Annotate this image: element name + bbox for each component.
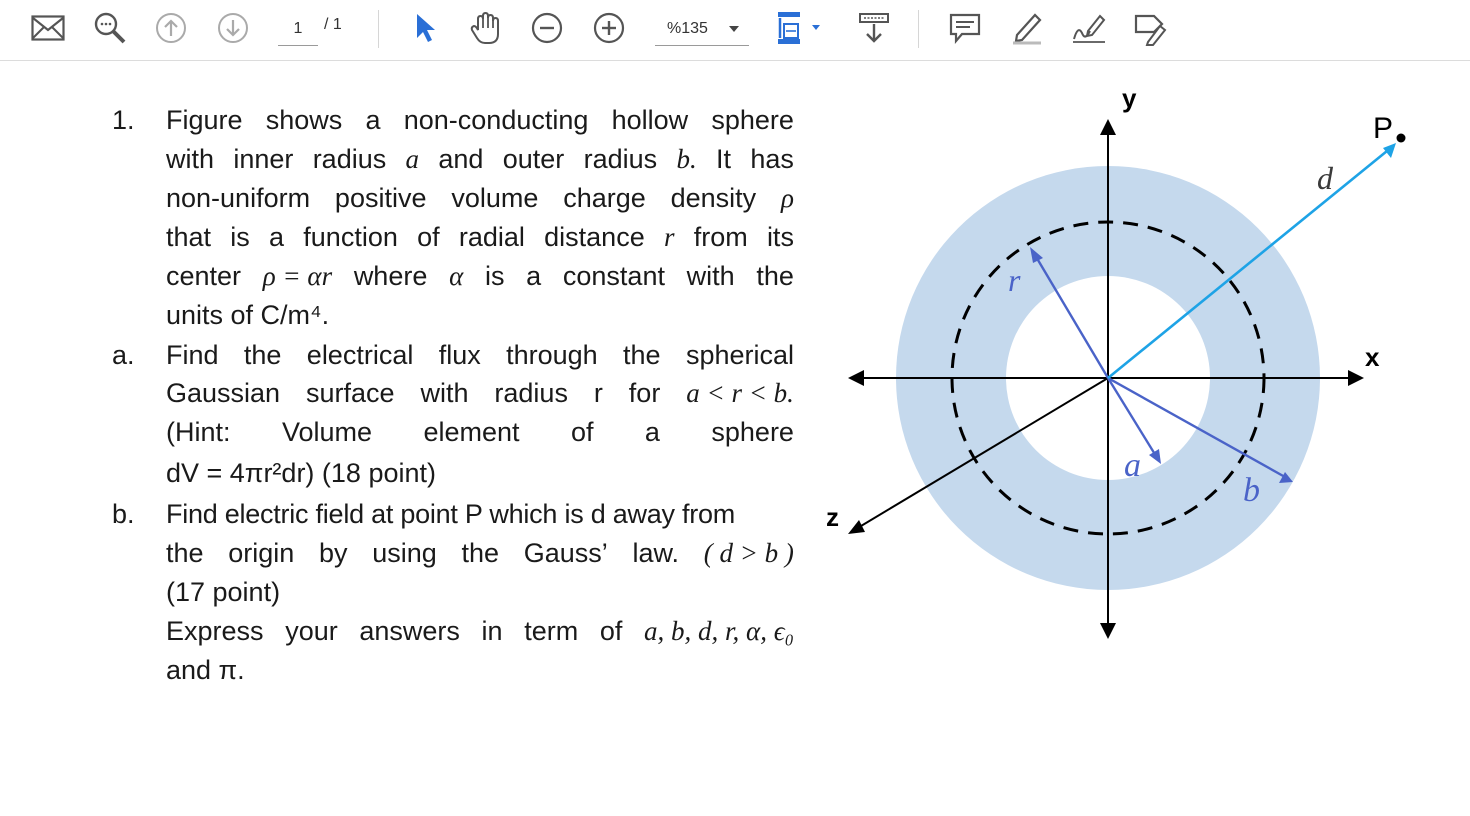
comment-icon[interactable] xyxy=(943,6,987,50)
word: radius xyxy=(583,144,658,174)
zoom-value: %135 xyxy=(667,20,708,37)
word: the xyxy=(166,538,204,568)
word: of xyxy=(599,616,623,646)
text-line xyxy=(166,375,794,411)
word: origin xyxy=(228,538,295,568)
word: density xyxy=(670,183,757,213)
text-line xyxy=(166,180,794,216)
word: Figure xyxy=(166,105,243,135)
text-line xyxy=(166,496,735,532)
z-axis-label: z xyxy=(826,502,839,532)
word: the xyxy=(756,261,794,291)
word: Find electric field at point P which is d away from xyxy=(166,499,736,529)
word: the xyxy=(623,340,661,370)
word: (Hint: xyxy=(166,417,231,447)
toolbar-divider xyxy=(378,10,379,48)
word: through xyxy=(506,340,598,370)
highlight-pen-icon[interactable] xyxy=(1005,6,1049,50)
word: answers xyxy=(359,616,460,646)
word: surface xyxy=(306,378,395,408)
word: volume xyxy=(451,183,539,213)
word: a xyxy=(269,222,285,252)
question-number: 1. xyxy=(112,105,135,135)
sphere-diagram xyxy=(826,81,1430,681)
word: of xyxy=(570,417,594,447)
zoom-out-icon[interactable] xyxy=(525,6,569,50)
hand-icon[interactable] xyxy=(464,6,508,50)
word: Volume xyxy=(281,417,373,447)
word: sphere xyxy=(711,105,794,135)
word: It xyxy=(716,144,732,174)
zoom-select[interactable] xyxy=(655,13,749,46)
part-a-marker: a. xyxy=(112,340,135,370)
text-line xyxy=(166,652,245,688)
text-line xyxy=(166,574,280,610)
math-inequality: a < r < b. xyxy=(686,378,794,408)
word: positive xyxy=(334,183,427,213)
word: term xyxy=(524,616,579,646)
word: is xyxy=(484,261,505,291)
word: where xyxy=(353,261,428,291)
part-b-marker: b. xyxy=(112,499,135,529)
word: constant xyxy=(562,261,665,291)
word: a xyxy=(644,417,660,447)
word: center xyxy=(166,261,242,291)
word: distance xyxy=(544,222,645,252)
d-arrowhead xyxy=(1383,143,1396,158)
word: radial xyxy=(458,222,525,252)
word: its xyxy=(766,222,794,252)
text-line xyxy=(166,535,794,571)
word: element xyxy=(423,417,520,447)
word: Gauss’ xyxy=(523,538,608,568)
math-r: r xyxy=(663,222,675,252)
pdf-page xyxy=(0,61,1470,816)
word: from xyxy=(693,222,748,252)
word: r xyxy=(593,378,603,408)
math-alpha: α xyxy=(449,261,464,291)
page-up-icon[interactable] xyxy=(149,6,193,50)
word: a xyxy=(526,261,542,291)
b-label: b xyxy=(1243,472,1260,509)
a-label: a xyxy=(1124,447,1141,484)
word: of xyxy=(417,222,440,252)
fit-page-icon[interactable] xyxy=(776,6,820,50)
word: flux xyxy=(438,340,481,370)
read-mode-icon[interactable] xyxy=(852,6,896,50)
page-number-input[interactable]: 1 xyxy=(278,13,318,46)
word: radius xyxy=(494,378,568,408)
text-line xyxy=(166,613,794,649)
word: inner xyxy=(233,144,294,174)
word: charge xyxy=(563,183,646,213)
text-line xyxy=(166,141,794,177)
math-density-formula: ρ = αr xyxy=(262,261,333,291)
pdf-toolbar xyxy=(0,0,1470,61)
word: has xyxy=(750,144,794,174)
word: with xyxy=(686,261,735,291)
word: with xyxy=(166,144,215,174)
word: and π. xyxy=(166,655,245,685)
math-condition: ( d > b ) xyxy=(703,538,794,568)
text-line xyxy=(166,455,436,491)
word: non-conducting xyxy=(403,105,589,135)
word: the xyxy=(461,538,500,568)
word: in xyxy=(481,616,503,646)
word: Gaussian xyxy=(166,378,281,408)
text-line xyxy=(166,297,329,333)
point-p xyxy=(1397,134,1406,143)
word: Find xyxy=(166,340,219,370)
word: (17 point) xyxy=(166,577,281,607)
word: spherical xyxy=(685,340,794,370)
word: a xyxy=(365,105,381,135)
chevron-down-icon xyxy=(729,26,739,32)
math-a: a xyxy=(405,144,420,174)
volume-element-text: dV = 4πr²dr) (18 point) xyxy=(166,458,436,488)
word: function xyxy=(303,222,398,252)
stamp-icon[interactable] xyxy=(1129,6,1173,50)
word: non-uniform xyxy=(166,183,311,213)
word: with xyxy=(420,378,469,408)
word: electrical xyxy=(306,340,414,370)
x-axis-arrow-left xyxy=(848,370,864,386)
word: using xyxy=(372,538,437,568)
word: the xyxy=(243,340,282,370)
units-text: units of C/m⁴. xyxy=(166,300,330,330)
word: for xyxy=(628,378,661,408)
word: sphere xyxy=(711,417,794,447)
word: outer xyxy=(502,144,565,174)
page-total: / 1 xyxy=(324,16,342,33)
text-line xyxy=(166,414,794,450)
page-down-icon[interactable] xyxy=(211,6,255,50)
word: Express xyxy=(166,616,264,646)
x-axis-label: x xyxy=(1365,342,1380,372)
text-line xyxy=(166,258,794,294)
search-icon[interactable] xyxy=(88,6,132,50)
point-p-label: P xyxy=(1373,112,1394,145)
word: law. xyxy=(632,538,680,568)
select-cursor-icon[interactable] xyxy=(402,6,446,50)
word: is xyxy=(230,222,250,252)
sign-icon[interactable] xyxy=(1067,6,1111,50)
word: your xyxy=(285,616,338,646)
word: that xyxy=(166,222,212,252)
d-label: d xyxy=(1317,160,1333,196)
word: by xyxy=(319,538,348,568)
text-line xyxy=(166,219,794,255)
word: shows xyxy=(265,105,343,135)
math-rho: ρ xyxy=(781,183,794,213)
r-label: r xyxy=(1008,262,1021,298)
word: and xyxy=(438,144,484,174)
zoom-in-icon[interactable] xyxy=(587,6,631,50)
y-axis-arrow xyxy=(1100,119,1116,135)
mail-icon[interactable] xyxy=(26,6,70,50)
text-line xyxy=(166,337,794,373)
z-axis-arrow xyxy=(848,520,865,534)
word: hollow xyxy=(611,105,689,135)
math-b: b. xyxy=(676,144,697,174)
y-axis-arrow-down xyxy=(1100,623,1116,639)
x-axis-arrow xyxy=(1348,370,1364,386)
math-variables: a, b, d, r, α, ϵ₀ xyxy=(644,616,794,646)
word: radius xyxy=(312,144,387,174)
toolbar-divider xyxy=(918,10,919,48)
y-axis-label: y xyxy=(1122,83,1137,113)
text-line xyxy=(166,102,794,138)
